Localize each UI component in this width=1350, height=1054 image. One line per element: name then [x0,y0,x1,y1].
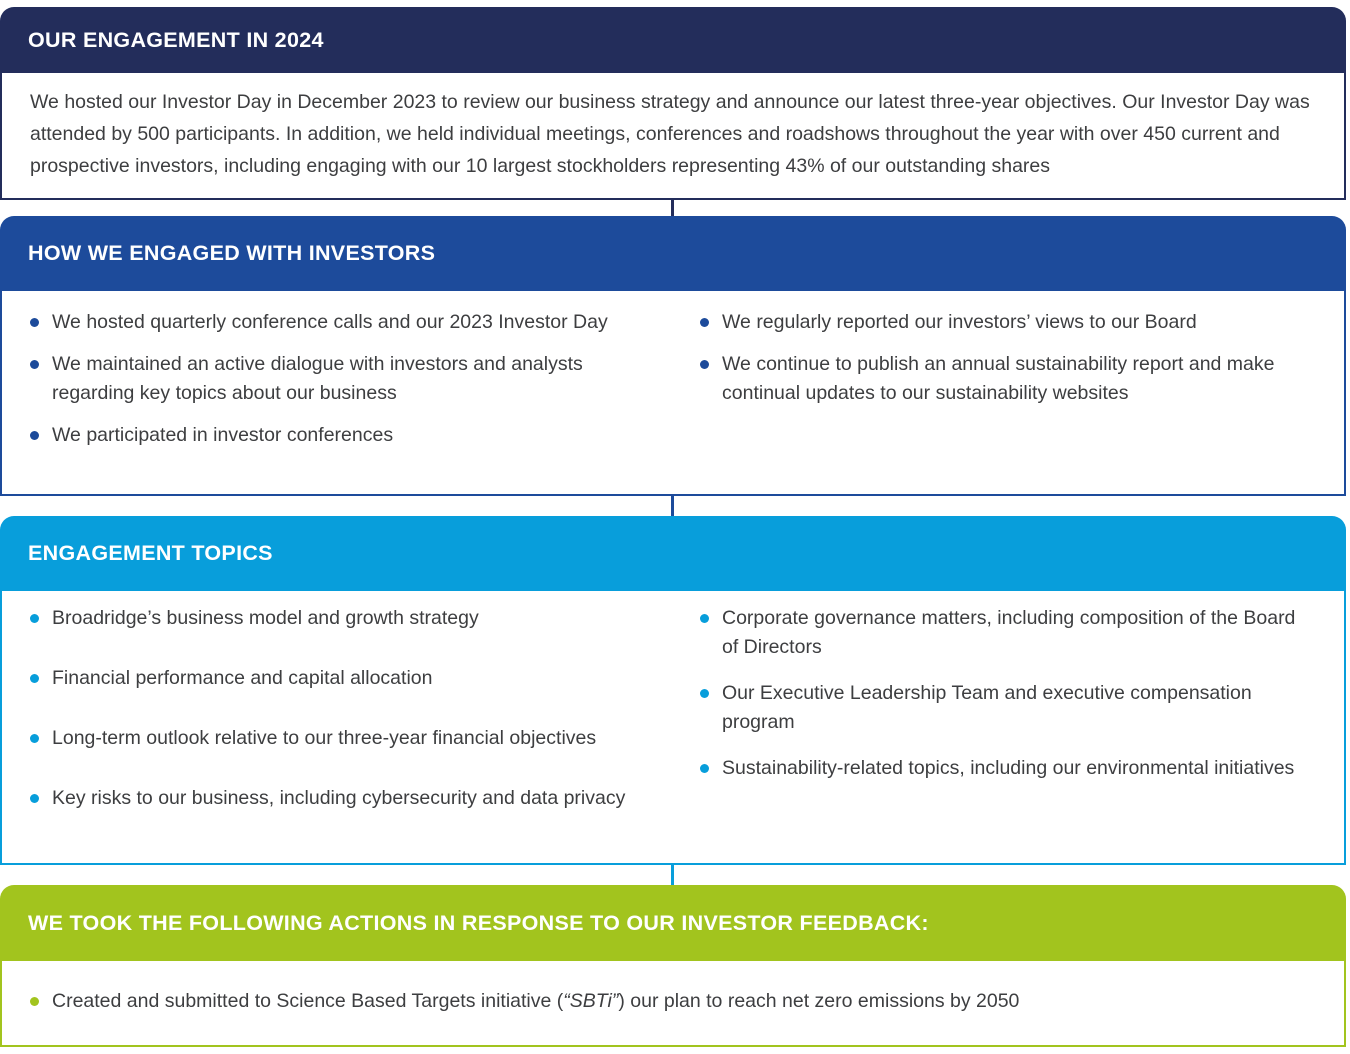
list-item-text: Sustainability-related topics, including our environmental initiatives [722,757,1295,779]
engagement-topics-right-list [700,604,1298,783]
how-we-engaged-right-list [700,308,1298,408]
engagement-topics-left-list [30,604,628,813]
bullet-dot-icon [700,360,709,369]
section-title-engagement-topics: ENGAGEMENT TOPICS [28,541,273,565]
how-we-engaged-right-column [700,308,1328,463]
list-item-text: Financial performance and capital allocation [52,667,433,689]
list-item-text: We maintained an active dialogue with investors and analysts regarding key topics about our business [52,353,583,404]
list-item-text: Key risks to our business, including cybersecurity and data privacy [52,787,626,809]
section-title-actions-taken: WE TOOK THE FOLLOWING ACTIONS IN RESPONSE TO OUR INVESTOR FEEDBACK: [28,910,929,935]
list-item-text: Broadridge’s business model and growth strategy [52,607,479,629]
connector-line-cyan [671,865,674,885]
list-item [30,784,628,813]
list-item [700,679,1298,737]
list-item [30,664,628,693]
connector-line-blue [671,496,674,516]
section-our-engagement-2024-header [0,7,1346,73]
list-item [30,604,628,633]
section-how-we-engaged [0,216,1346,496]
list-item [700,308,1298,337]
engagement-summary-paragraph: We hosted our Investor Day in December 2023 to review our business strategy and announce our latest three-year objectives. Our Investor Day was attended by 500 participants. In addition, we held individual meetings, conferences and roadshows throughout the year with over 450 current and prospective investors, including engaging with our 10 largest stockholders representing 43% of our outstanding shares [30,91,1310,177]
list-item-text: Our Executive Leadership Team and executive compensation program [722,682,1252,733]
how-we-engaged-columns [30,308,1328,463]
list-item-text: Long-term outlook relative to our three-year financial objectives [52,727,597,749]
bullet-dot-icon [700,764,709,773]
section-how-we-engaged-body [0,291,1346,496]
list-item-text: We participated in investor conferences [52,424,394,446]
section-our-engagement-2024-body [0,73,1346,200]
list-item [30,987,1328,1016]
section-how-we-engaged-header [0,216,1346,291]
list-item [700,754,1298,783]
section-our-engagement-2024 [0,7,1346,200]
bullet-dot-icon [30,794,39,803]
section-engagement-topics-body [0,591,1346,865]
bullet-dot-icon [700,614,709,623]
how-we-engaged-left-list [30,308,628,450]
list-item [30,308,628,337]
list-item [30,421,628,450]
list-item-text: We continue to publish an annual sustainability report and make continual updates to our sustainability websites [722,353,1275,404]
engagement-topics-columns [30,604,1328,844]
actions-taken-list [30,987,1328,1016]
bullet-dot-icon [30,734,39,743]
list-item-text: We regularly reported our investors’ views to our Board [722,311,1197,333]
bullet-dot-icon [30,318,39,327]
section-actions-taken-header [0,885,1346,961]
list-item [700,350,1298,408]
engagement-topics-right-column [700,604,1328,844]
bullet-dot-icon [30,674,39,683]
section-actions-taken-body [0,961,1346,1047]
action-text-post: ) our plan to reach net zero emissions by 2050 [618,990,1020,1012]
list-item [30,724,628,753]
bullet-dot-icon [30,431,39,440]
bullet-dot-icon [30,360,39,369]
section-engagement-topics [0,516,1346,865]
engagement-topics-left-column [30,604,658,844]
bullet-dot-icon [700,318,709,327]
section-engagement-topics-header [0,516,1346,591]
action-text-italic: “SBTi” [563,990,619,1012]
section-title-how-we-engaged: HOW WE ENGAGED WITH INVESTORS [28,241,436,265]
how-we-engaged-left-column [30,308,658,463]
list-item [700,604,1298,662]
list-item-text: We hosted quarterly conference calls and our 2023 Investor Day [52,311,608,333]
bullet-dot-icon [30,997,39,1006]
list-item-text: Corporate governance matters, including composition of the Board of Directors [722,607,1296,658]
bullet-dot-icon [700,689,709,698]
action-text-pre: Created and submitted to Science Based Targets initiative ( [52,990,564,1012]
section-actions-taken [0,885,1346,1047]
bullet-dot-icon [30,614,39,623]
list-item [30,350,628,408]
list-item-text [52,987,1019,1016]
section-title-our-engagement-2024: OUR ENGAGEMENT IN 2024 [28,27,324,52]
connector-line-navy [671,200,674,216]
